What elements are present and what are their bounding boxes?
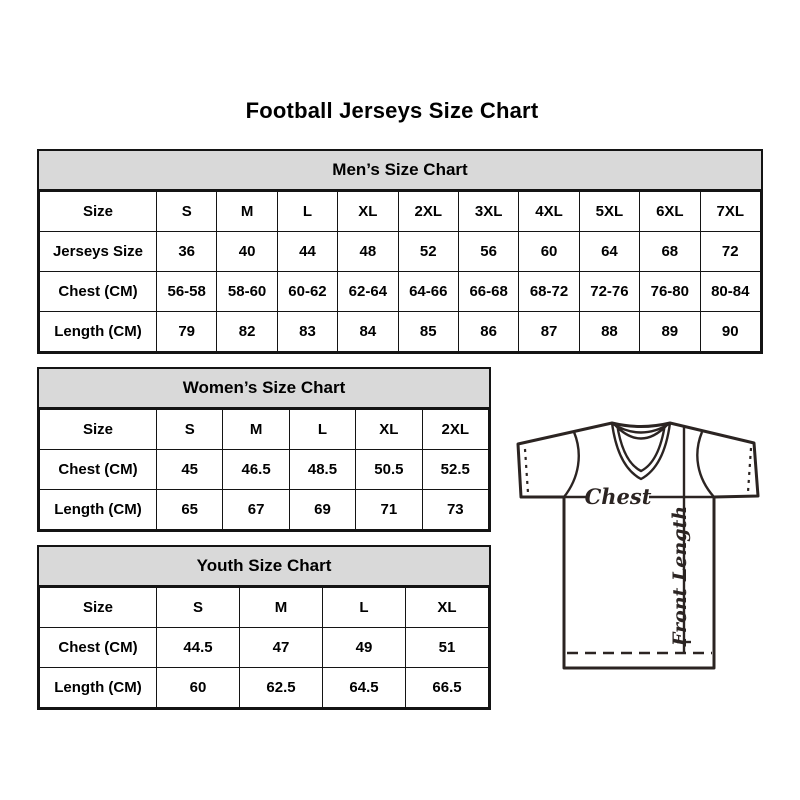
value-cell: XL [406,588,489,628]
value-cell: 51 [406,628,489,668]
value-cell: 62.5 [240,668,323,708]
value-cell: 68-72 [519,272,579,312]
value-cell: 66.5 [406,668,489,708]
value-cell: XL [338,192,398,232]
page-title: Football Jerseys Size Chart [245,98,539,123]
youth-table-grid [39,587,489,708]
value-cell: 64-66 [398,272,458,312]
row-header-cell: Length (CM) [40,490,157,530]
value-cell: 6XL [640,192,700,232]
value-cell: L [289,410,355,450]
row-header-cell: Chest (CM) [40,628,157,668]
value-cell: L [277,192,337,232]
value-cell: 73 [422,490,488,530]
jersey-outline [518,423,758,668]
value-cell: 47 [240,628,323,668]
value-cell: 89 [640,312,700,352]
row-header-cell: Size [40,192,157,232]
value-cell: 65 [157,490,223,530]
value-cell: 62-64 [338,272,398,312]
value-cell: 72-76 [579,272,639,312]
value-cell: 67 [223,490,289,530]
value-cell: 46.5 [223,450,289,490]
value-cell: 36 [157,232,217,272]
jersey-measurement-diagram [498,408,778,678]
value-cell: 85 [398,312,458,352]
value-cell: 7XL [700,192,760,232]
table-row [40,628,489,668]
value-cell: 68 [640,232,700,272]
value-cell: 72 [700,232,760,272]
value-cell: 66-68 [458,272,518,312]
table-row [40,588,489,628]
value-cell: 48 [338,232,398,272]
value-cell: 3XL [458,192,518,232]
value-cell: 60 [519,232,579,272]
value-cell: 82 [217,312,277,352]
row-header-cell: Length (CM) [40,668,157,708]
value-cell: 88 [579,312,639,352]
row-header-cell: Chest (CM) [40,272,157,312]
value-cell: XL [356,410,422,450]
womens-table-title: Women’s Size Chart [39,369,489,409]
value-cell: L [323,588,406,628]
value-cell: M [240,588,323,628]
value-cell: 69 [289,490,355,530]
value-cell: 64.5 [323,668,406,708]
value-cell: 2XL [422,410,488,450]
value-cell: S [157,192,217,232]
value-cell: 45 [157,450,223,490]
table-row [40,192,761,232]
value-cell: 49 [323,628,406,668]
row-header-cell: Size [40,588,157,628]
table-row [40,272,761,312]
value-cell: 84 [338,312,398,352]
value-cell: 2XL [398,192,458,232]
table-row [40,312,761,352]
row-header-cell: Jerseys Size [40,232,157,272]
value-cell: 4XL [519,192,579,232]
value-cell: 71 [356,490,422,530]
value-cell: 50.5 [356,450,422,490]
value-cell: 52 [398,232,458,272]
front-length-label: Front Length [669,505,691,647]
womens-table-grid [39,409,489,530]
row-header-cell: Length (CM) [40,312,157,352]
value-cell: 87 [519,312,579,352]
value-cell: M [217,192,277,232]
value-cell: 83 [277,312,337,352]
value-cell: 56 [458,232,518,272]
table-row [40,490,489,530]
value-cell: M [223,410,289,450]
chest-label: Chest [584,484,652,509]
value-cell: 44 [277,232,337,272]
value-cell: 5XL [579,192,639,232]
value-cell: 58-60 [217,272,277,312]
row-header-cell: Size [40,410,157,450]
youth-table-title: Youth Size Chart [39,547,489,587]
value-cell: S [157,588,240,628]
mens-table-grid [39,191,761,352]
value-cell: 64 [579,232,639,272]
value-cell: 40 [217,232,277,272]
value-cell: 52.5 [422,450,488,490]
value-cell: 80-84 [700,272,760,312]
mens-table-title: Men’s Size Chart [39,151,761,191]
value-cell: 86 [458,312,518,352]
value-cell: 76-80 [640,272,700,312]
value-cell: 90 [700,312,760,352]
value-cell: 56-58 [157,272,217,312]
row-header-cell: Chest (CM) [40,450,157,490]
mens-size-table [37,149,763,354]
table-row [40,410,489,450]
table-row [40,232,761,272]
table-row [40,450,489,490]
value-cell: 60-62 [277,272,337,312]
value-cell: 79 [157,312,217,352]
value-cell: 60 [157,668,240,708]
value-cell: 48.5 [289,450,355,490]
youth-size-table [37,545,491,710]
value-cell: S [157,410,223,450]
value-cell: 44.5 [157,628,240,668]
table-row [40,668,489,708]
womens-size-table [37,367,491,532]
